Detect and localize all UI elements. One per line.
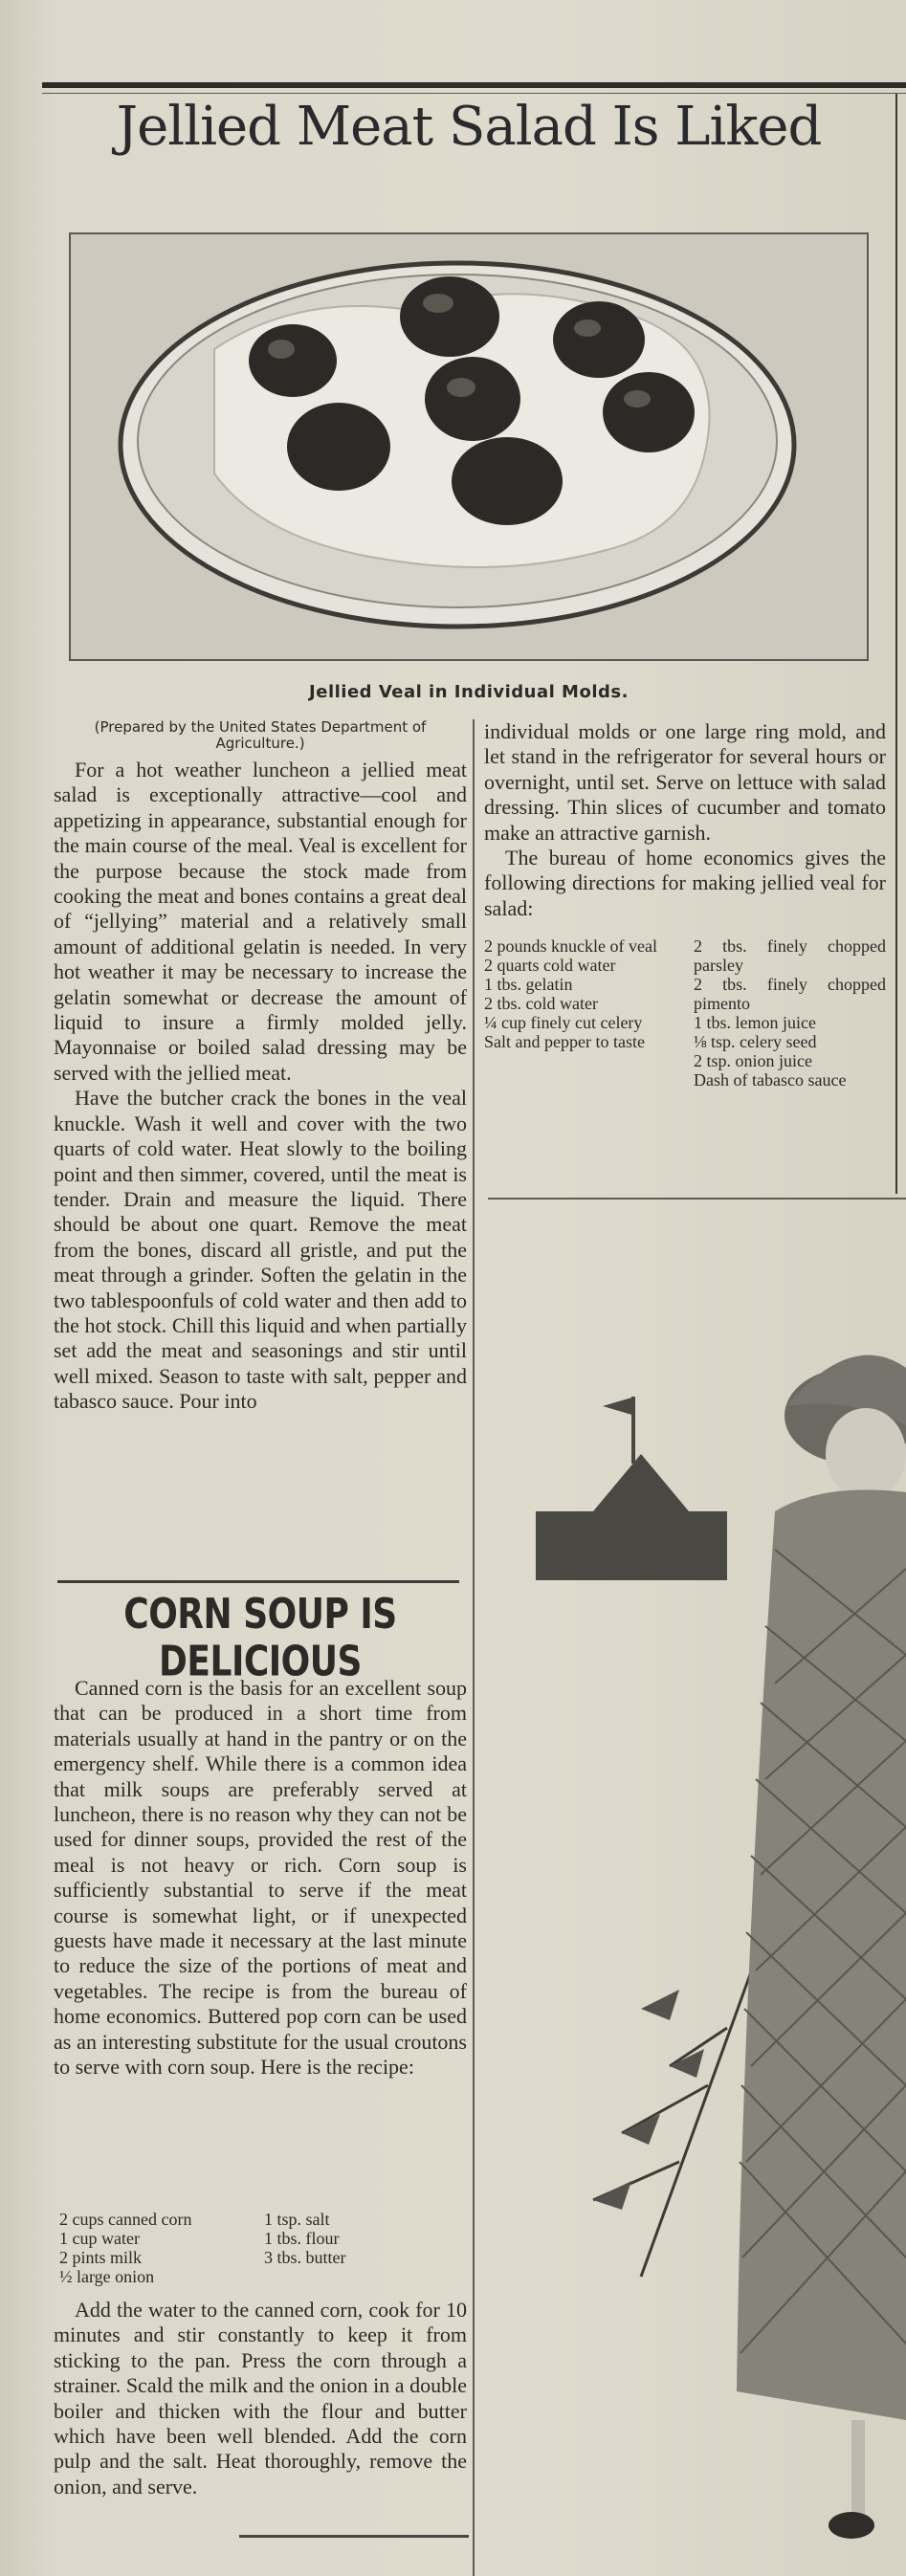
column-left [54, 719, 467, 1415]
article-paragraph-1: For a hot weather luncheon a jellied meat salad is exceptionally attractive—cool and appetizing in appearance, substantial enough for the main course of the meal. Veal is excellent for the purpose because the stock made from cooking the meat and bones contains a great deal of “jellying” material and a relatively small amount of additional gelatin is needed. In very hot weather it may be necessary to increase the gelatin somewhat or decrease the amount of liquid to insure a firmly molded jelly. Mayonnaise or boiled salad dressing may be served with the jellied meat. [54, 758, 467, 1085]
jellied-veal-photo [71, 234, 867, 659]
fashion-illustration [536, 1339, 906, 2576]
article-photo [69, 232, 869, 661]
ingredient: 1 tbs. gelatin [484, 975, 573, 995]
column-divider [473, 719, 475, 2576]
ingredient: 1 tsp. salt [264, 2210, 330, 2229]
ingredient: 2 tbs. finely chopped parsley [694, 936, 886, 976]
ingredient: ½ large onion [59, 2267, 155, 2286]
article-paragraph-4: The bureau of home economics gives the following directions for making jellied veal for salad: [484, 846, 886, 920]
photo-caption: Jellied Veal in Individual Molds. [309, 682, 629, 702]
ingredient: Dash of tabasco sauce [694, 1070, 847, 1090]
ingredient: ⅛ tsp. celery seed [694, 1032, 817, 1052]
corn-soup-body [54, 1676, 467, 2081]
article-paragraph-3: individual molds or one large ring mold, and let stand in the refrigerator for several hours or overnight, until set. Serve on lettuce with salad dressing. Thin slices of cucumber and tomato make an attractive garnish. [484, 719, 886, 845]
ingredient: 1 tbs. lemon juice [694, 1013, 816, 1033]
ingredient: 2 quarts cold water [484, 956, 616, 976]
ingredient: 2 tbs. cold water [484, 994, 598, 1014]
column-right [484, 719, 886, 1090]
ingredient: 2 tbs. finely chopped pimento [694, 975, 886, 1014]
recipe-column-left [484, 936, 676, 1090]
corn-recipe-ingredients [59, 2210, 452, 2286]
recipe-column-right [264, 2210, 452, 2286]
corn-soup-directions [54, 2298, 467, 2499]
recipe-column-left [59, 2210, 247, 2286]
article-paragraph-2: Have the butcher crack the bones in the veal knuckle. Wash it well and cover with the two quarts of cold water. Heat slowly to the boiling point and then simmer, covered, until the meat is tender. Drain and measure the liquid. There should be about one quart. Remove the meat from the bones, discard all gristle, and put the meat through a grinder. Soften the gelatin in the two tablespoonfuls of cold water and then add to the hot stock. Chill this liquid and when partially set add the meat and seasonings and stir until well mixed. Season to taste with salt, pepper and tabasco sauce. Pour into [54, 1086, 467, 1414]
right-column-rule [895, 94, 897, 1194]
ingredient: 1 tbs. flour [264, 2229, 340, 2248]
article-headline: Jellied Meat Salad Is Liked [116, 96, 822, 158]
ingredient: 3 tbs. butter [264, 2248, 346, 2267]
ingredient: Salt and pepper to taste [484, 1032, 645, 1052]
corn-paragraph-1: Canned corn is the basis for an excellent soup that can be produced in a short time from materials usually at hand in the pantry or on the emergency shelf. While there is a common idea that milk soups are preferably served at luncheon, there is no reason why they can not be used for dinner soups, provided the rest of the meal is not heavy or rich. Corn soup is sufficiently substantial to serve if the meat course is somewhat light, or if unexpected guests have made it necessary at the last minute to reduce the size of the portions of meat and vegetables. The recipe is from the bureau of home economics. Buttered pop corn can be used as an interesting substitute for the usual croutons to serve with corn soup. Here is the recipe: [54, 1676, 467, 2080]
ingredient: ¼ cup finely cut celery [484, 1013, 643, 1033]
bottom-rule [239, 2535, 469, 2538]
corn-soup-headline: CORN SOUP IS DELICIOUS [123, 1591, 397, 1686]
corn-paragraph-2: Add the water to the canned corn, cook for 10 minutes and stir constantly to keep it from sticking to the pan. Press the corn through a strainer. Scald the milk and the onion in a double boiler and thicken with the flour and butter which have been well blended. Add the corn pulp and the salt. Heat thoroughly, remove the onion, and serve. [54, 2298, 467, 2499]
top-rule-thin [42, 93, 906, 94]
ingredient: 2 cups canned corn [59, 2210, 192, 2229]
section-rule-right [488, 1198, 906, 1200]
recipe-column-right [694, 936, 886, 1090]
ingredient: 2 tsp. onion juice [694, 1051, 812, 1071]
ingredient: 2 pints milk [59, 2248, 143, 2267]
ingredient: 1 cup water [59, 2229, 140, 2248]
top-rule [42, 82, 906, 88]
section-rule-left [57, 1580, 459, 1583]
article-credit: (Prepared by the United States Department of Agriculture.) [94, 718, 427, 752]
woman-in-coat-illustration [536, 1339, 906, 2576]
veal-recipe-ingredients [484, 936, 886, 1090]
ingredient: 2 pounds knuckle of veal [484, 936, 657, 957]
